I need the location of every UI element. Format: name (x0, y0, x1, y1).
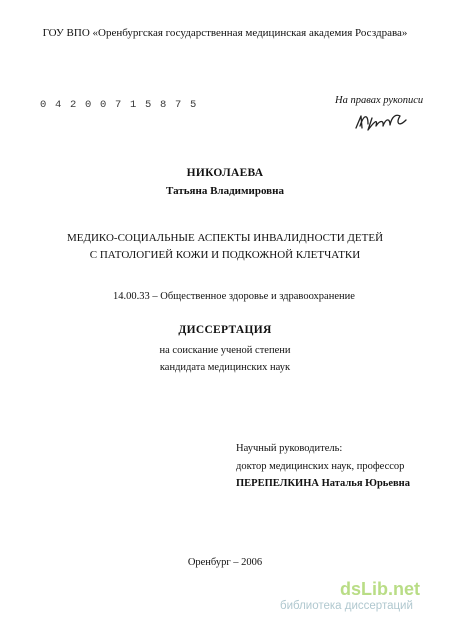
dissertation-title-line-2: С ПАТОЛОГИЕЙ КОЖИ И ПОДКОЖНОЙ КЛЕТЧАТКИ (89, 249, 361, 261)
archive-code-stamp: 0 4 2 0 0 7 1 5 8 7 5 (40, 99, 198, 111)
supervisor-name: ПЕРЕПЕЛКИНА Наталья Юрьевна (236, 478, 410, 489)
author-surname: НИКОЛАЕВА (186, 167, 264, 179)
author-name: Татьяна Владимировна (166, 185, 284, 197)
specialty-code: 14.00.33 – Общественное здоровье и здравоохранение (113, 291, 355, 302)
rights-note: На правах рукописи (335, 95, 424, 106)
degree-line-2: кандидата медицинских наук (159, 362, 291, 373)
supervisor-label: Научный руководитель: (236, 443, 343, 454)
degree-line-1: на соискание ученой степени (159, 345, 291, 356)
institution-header: ГОУ ВПО «Оренбургская государственная медицинская академия Росздрава» (42, 27, 408, 39)
document-type: ДИССЕРТАЦИЯ (178, 324, 272, 336)
watermark-tagline: библиотека диссертаций (280, 600, 413, 612)
dissertation-title-line-1: МЕДИКО-СОЦИАЛЬНЫЕ АСПЕКТЫ ИНВАЛИДНОСТИ ДЕТЕЙ (66, 232, 384, 244)
supervisor-title: доктор медицинских наук, профессор (236, 461, 405, 472)
city-year: Оренбург – 2006 (187, 557, 263, 568)
watermark-logo: dsLib.net (340, 579, 420, 599)
handwritten-signature (350, 108, 412, 134)
